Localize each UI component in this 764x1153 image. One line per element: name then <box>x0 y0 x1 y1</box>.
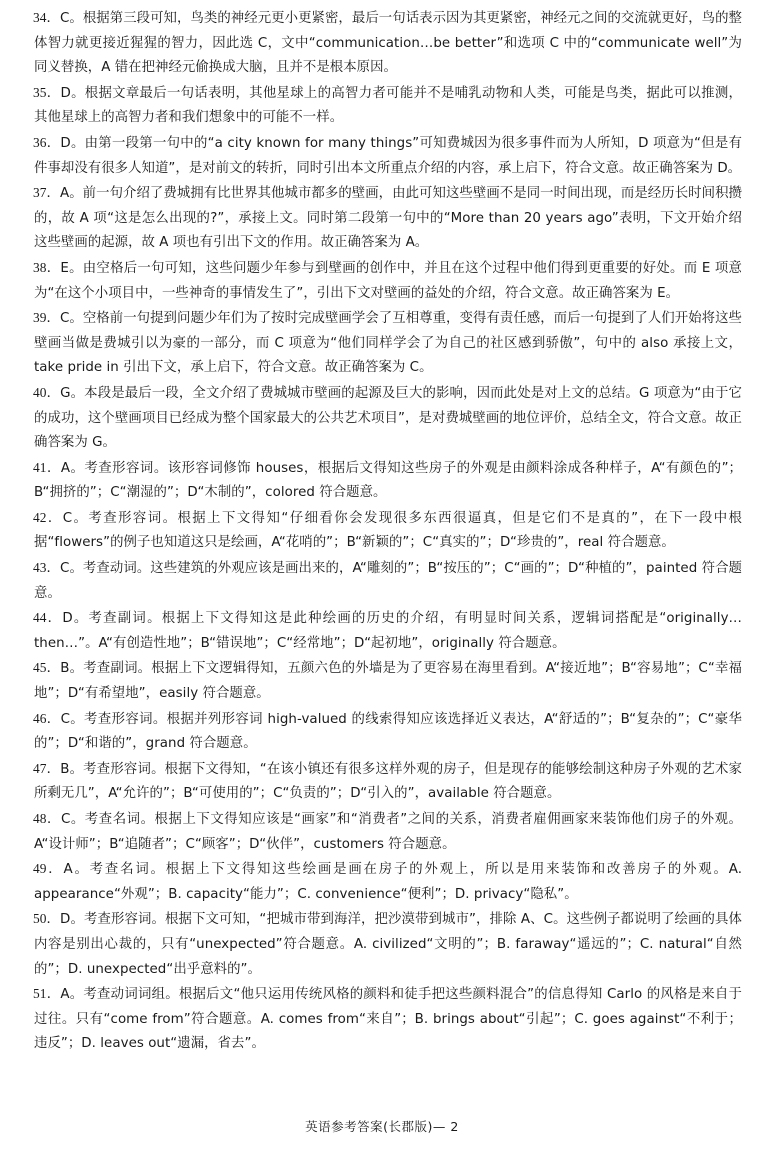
answer-item <box>34 506 742 556</box>
answer-item <box>34 982 742 1057</box>
answer-number: 46． <box>33 710 61 726</box>
answer-item <box>34 131 742 181</box>
answer-explanation: A。考查动词词组。根据后文“他只运用传统风格的颜料和徒手把这些颜料混合”的信息得知 Carlo 的风格是来自于过往。只有“come from”符合题意。A. comes from“来自”；B. brings about“引起”；C. goes against“不利于；违反”；D. leaves out“遗漏，省去”。 <box>34 987 742 1052</box>
answer-explanation: C。根据第三段可知，鸟类的神经元更小更紧密，最后一句话表示因为其更紧密，神经元之间的交流就更好，鸟的整体智力就更接近猩猩的智力，因此选 C，文中“communication…be better”和选项 C 中的“communicate well”为同义替换，A 错在把神经元偷换成大脑，且并不是根本原因。 <box>34 11 742 76</box>
answer-item <box>34 857 742 907</box>
answer-explanation: E。由空格后一句可知，这些问题少年参与到壁画的创作中，并且在这个过程中他们得到更重要的好处。而 E 项意为“在这个小项目中，一些神奇的事情发生了”，引出下文对壁画的益处的介绍，符合文意。故正确答案为 E。 <box>34 260 743 301</box>
answer-number: 45． <box>33 660 61 676</box>
answer-explanation: D。根据文章最后一句话表明，其他星球上的高智力者可能并不是哺乳动物和人类，可能是鸟类，据此可以推测，其他星球上的高智力者和我们想象中的可能不一样。 <box>34 85 742 126</box>
answer-item <box>34 256 742 306</box>
answer-number: 37． <box>33 185 60 201</box>
answer-number: 41． <box>33 459 61 475</box>
answer-number: 39． <box>33 310 60 326</box>
answer-explanation: A。考查形容词。该形容词修饰 houses，根据后文得知这些房子的外观是由颜料涂成各种样子，A“有颜色的”；B“拥挤的”；C“潮湿的”；D“木制的”，colored 符合题意。 <box>34 460 742 501</box>
answer-number: 38． <box>33 259 61 275</box>
page-footer: 英语参考答案(长郡版)— 2 <box>305 1119 459 1134</box>
answer-item <box>34 556 742 606</box>
answer-explanation: B。考查副词。根据上下文逻辑得知，五颜六色的外墙是为了更容易在海里看到。A“接近地”；B“容易地”；C“幸福地”；D“有希望地”，easily 符合题意。 <box>34 661 743 702</box>
answer-list <box>34 6 742 1057</box>
answer-explanation: D。考查形容词。根据下文可知，“把城市带到海洋，把沙漠带到城市”，排除 A、C。这些例子都说明了绘画的具体内容是别出心裁的，只有“unexpected”符合题意。A. civilized“文明的”；B. faraway“遥远的”；C. natural“自然的”；D. unexpected“出乎意料的”。 <box>34 912 742 977</box>
answer-number: 49． <box>33 861 64 877</box>
answer-explanation: D。由第一段第一句中的“a city known for many things”可知费城因为很多事件而为人所知，D 项意为“但是有件事却没有很多人知道”，是对前文的转折，同时引出本文所重点介绍的内容，承上启下，符合文意。故正确答案为 D。 <box>34 135 742 176</box>
answer-number: 42． <box>33 509 63 525</box>
answer-number: 34． <box>33 10 60 25</box>
answer-explanation: B。考查形容词。根据下文得知，“在该小镇还有很多这样外观的房子，但是现存的能够绘制这种房子外观的艺术家所剩无几”，A“允许的”；B“可使用的”；C“负责的”；D“引入的”，available 符合题意。 <box>34 761 742 802</box>
answer-item <box>34 6 742 81</box>
answer-number: 51． <box>33 986 61 1002</box>
answer-number: 47． <box>33 760 61 776</box>
answer-explanation: D。考查副词。根据上下文得知这是此种绘画的历史的介绍，有明显时间关系，逻辑词搭配是“originally…then…”。A“有创造性地”；B“错误地”；C“经常地”；D“起初地”，originally 符合题意。 <box>34 611 742 651</box>
answer-item <box>34 707 742 757</box>
answer-item <box>34 606 742 656</box>
answer-number: 44． <box>33 610 63 626</box>
answer-number: 36． <box>33 134 61 150</box>
answer-item <box>34 456 742 506</box>
answer-explanation: A。前一句介绍了费城拥有比世界其他城市都多的壁画，由此可知这些壁画不是同一时间出现，而是经历长时间积攒的，故 A 项“这是怎么出现的?”，承接上文。同时第二段第一句中的“More than 20 years ago”表明，下文开始介绍这些壁画的起源，故 A 项也有引出下文的作用。故正确答案为 A。 <box>34 186 742 251</box>
answer-number: 43． <box>33 560 61 576</box>
answer-number: 40． <box>33 384 61 400</box>
answer-item <box>34 181 742 256</box>
answer-number: 48． <box>33 811 61 826</box>
answer-item <box>34 656 742 706</box>
answer-explanation: C。空格前一句提到问题少年们为了按时完成壁画学会了互相尊重，变得有责任感，而后一句提到了人们开始将这些壁画当做是费城引以为豪的一部分，而 C 项意为“他们同样学会了为自己的社区感到骄傲”，句中的 also 承接上文，take pride in 引出下文，承上启下，符合文意。故正确答案为 C。 <box>34 311 742 376</box>
answer-explanation: G。本段是最后一段，全文介绍了费城城市壁画的起源及巨大的影响，因而此处是对上文的总结。G 项意为“由于它的成功，这个壁画项目已经成为整个国家最大的公共艺术项目”，是对费城壁画的地位评价，总结全文，符合文意。故正确答案为 G。 <box>34 385 742 451</box>
answer-explanation: C。考查名词。根据上下文得知应该是“画家”和“消费者”之间的关系，消费者雇佣画家来装饰他们房子的外观。A“设计师”；B“追随者”；C“顾客”；D“伙伴”，customers 符合题意。 <box>34 812 742 852</box>
answer-item <box>34 757 742 807</box>
answer-item <box>34 81 742 131</box>
answer-explanation: C。考查动词。这些建筑的外观应该是画出来的，A“雕刻的”；B“按压的”；C“画的”；D“种植的”，painted 符合题意。 <box>34 561 742 601</box>
answer-number: 35． <box>33 84 61 100</box>
answer-item <box>34 907 742 982</box>
answer-explanation: A。考查名词。根据上下文得知这些绘画是画在房子的外观上，所以是用来装饰和改善房子的外观。A. appearance“外观”；B. capacity“能力”；C. convenience“便利”；D. privacy“隐私”。 <box>34 862 742 902</box>
answer-explanation: C。考查形容词。根据并列形容词 high-valued 的线索得知应该选择近义表达，A“舒适的”；B“复杂的”；C“豪华的”；D“和谐的”，grand 符合题意。 <box>34 711 742 752</box>
answer-explanation: C。考查形容词。根据上下文得知“仔细看你会发现很多东西很逼真，但是它们不是真的”，在下一段中根据“flowers”的例子也知道这只是绘画，A“花哨的”；B“新颖的”；C“真实的”；D“珍贵的”，real 符合题意。 <box>34 510 743 551</box>
answer-number: 50． <box>33 911 61 927</box>
answer-item <box>34 306 742 381</box>
answer-item <box>34 381 742 456</box>
answer-item <box>34 807 742 857</box>
